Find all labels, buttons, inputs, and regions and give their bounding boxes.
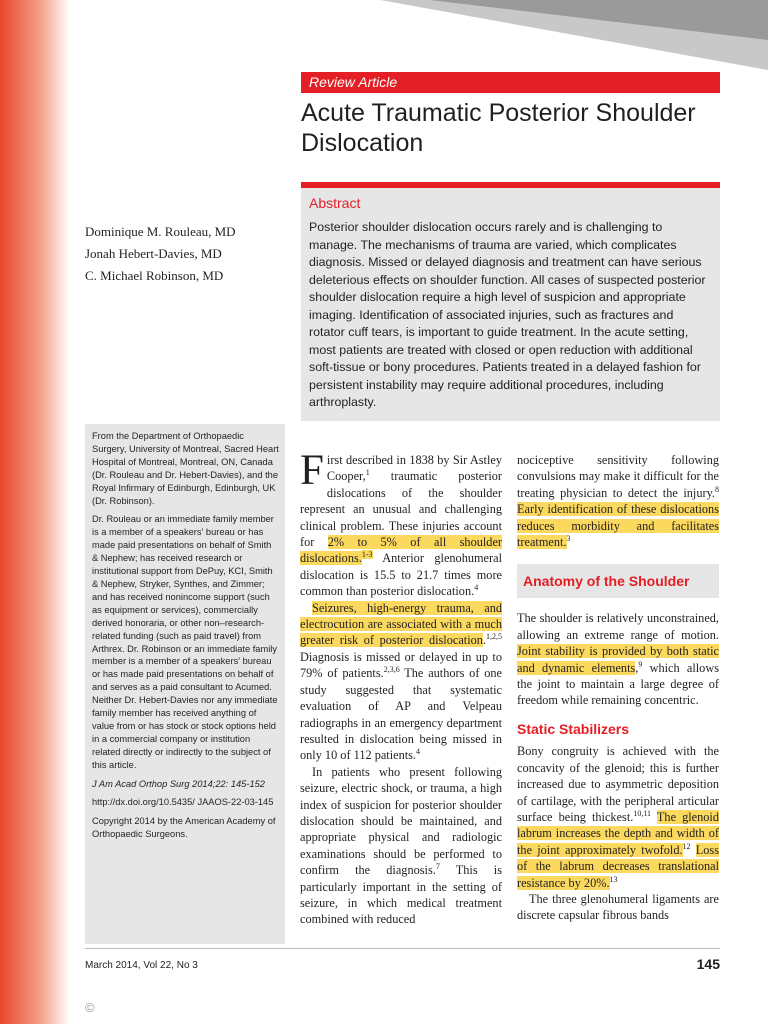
highlighted-text: Loss of the labrum decreases translational resistance by 20%. <box>517 842 719 890</box>
affiliation-sidebar <box>85 424 285 944</box>
citation-ref: 3 <box>566 533 571 543</box>
author-2: Jonah Hebert-Davies, MD <box>85 246 222 261</box>
text-run: nociceptive sensitivity following convulsions may make it difficult for the treating physician to detect the injury. <box>517 453 719 500</box>
static-paragraph <box>517 743 719 891</box>
affiliation-text: From the Department of Orthopaedic Surgery, University of Montreal, Sacred Heart Hospital of Montreal, Montreal, ON, Canada (Dr. Rouleau and Dr. Hebert-Davies), and the Royal Infirmary of Edinburgh, Edinburgh, UK (Dr. Robinson). <box>92 431 279 506</box>
text-run: This is particularly important in the setting of seizure, in which medical treatment combined with reduced <box>300 863 502 927</box>
citation-ref: 2,3,6 <box>383 665 400 675</box>
citation-ref: 1-3 <box>361 550 373 560</box>
citation-ref: 13 <box>609 874 618 884</box>
text-run: , <box>635 660 639 675</box>
page-number: 145 <box>696 956 720 972</box>
citation-ref: 10,11 <box>633 808 652 818</box>
abstract-box <box>301 188 720 421</box>
citation-ref: 8 <box>715 484 719 494</box>
body-column-1 <box>300 447 502 928</box>
citation-ref: 4 <box>416 747 421 757</box>
text-run: Diagnosis is missed or delayed in up to 79% of patients. <box>300 649 502 681</box>
page-fold-decoration <box>0 0 768 70</box>
citation-ref: 9 <box>638 659 643 669</box>
text-run: In patients who present following seizure, electric shock, or trauma, a high index of suspicion for posterior shoulder dislocation should be maintained, and appropriate physical and radiologic examinations should be performed to confirm the diagnosis. <box>300 764 502 878</box>
author-1: Dominique M. Rouleau, MD <box>85 224 236 239</box>
citation-ref: 4 <box>474 583 479 593</box>
doi-link[interactable]: http://dx.doi.org/10.5435/ JAAOS-22-03-145 <box>92 797 274 808</box>
text-run: irst described in 1838 by Sir Astley Cooper, <box>326 453 502 484</box>
text-run: Bony congruity is achieved with the concavity of the glenoid; this is further increased due to asymmetric deposition of cartilage, with the peripheral articular surface being thickest. <box>517 744 719 824</box>
anatomy-paragraph <box>517 610 719 708</box>
citation-ref: 1 <box>365 468 370 478</box>
drop-cap: F <box>300 447 324 494</box>
ligament-paragraph: The three glenohumeral ligaments are discrete capsular fibrous bands <box>517 891 719 923</box>
citation-ref: 1,2,5 <box>486 632 502 642</box>
author-3: C. Michael Robinson, MD <box>85 268 224 283</box>
text-run: The authors of one study suggested that systematic evaluation of AP and Velpeau radiographs in an emergency department resulted in dislocation being missed in only 10 of 112 patients. <box>300 666 502 763</box>
text-run: traumatic posterior dislocations of the shoulder represent an unusual and challenging clinical problem. These injuries account for <box>300 469 502 550</box>
author-list <box>85 221 295 287</box>
copyright-symbol: © <box>85 1000 95 1015</box>
footer-divider <box>85 948 720 949</box>
highlighted-text: Early identification of these dislocations reduces morbidity and facilitates treatment. <box>517 502 719 550</box>
citation-ref: 12 <box>682 841 691 851</box>
citation-ref: 7 <box>435 862 440 872</box>
issue-info: March 2014, Vol 22, No 3 <box>85 960 198 971</box>
abstract-heading: Abstract <box>309 195 361 211</box>
seizure-paragraph <box>300 764 502 928</box>
text-run: Anterior glenohumeral dislocation is 15.5 to 21.7 times more common than posterior dislocation. <box>300 551 502 599</box>
highlighted-text: Seizures, high-energy trauma, and electrocution are associated with a much greater risk of posterior dislocation <box>300 600 502 648</box>
left-decorative-band <box>0 0 70 1024</box>
highlighted-text: 2% to 5% of all shoulder dislocations. <box>300 535 502 566</box>
abstract-text: Posterior shoulder dislocation occurs rarely and is challenging to manage. The mechanisms of trauma are varied, which complicates diagnosis. Missed or delayed diagnosis and treatment can have serious deleterious effects on shoulder function. All cases of suspected posterior shoulder dislocation require a high level of suspicion and appropriate imaging. Identification of associated injuries, such as fractures and rotator cuff tears, is important to guide treatment. In the acute setting, most patients are treated with closed or open reduction with additional soft-tissue or bony procedures. Patients treated in a delayed fashion for persistent instability may require additional procedures, including arthroplasty. <box>309 220 706 409</box>
risk-paragraph <box>300 600 502 764</box>
highlighted-text: Joint stability is provided by both static and dynamic elements <box>517 644 719 675</box>
text-run: . <box>482 633 486 648</box>
highlighted-text: The glenoid labrum increases the depth and width of the joint approximately twofold. <box>517 809 719 857</box>
section-heading-anatomy: Anatomy of the Shoulder <box>517 564 719 598</box>
disclosure-text: Dr. Rouleau or an immediate family member is a member of a speakers' bureau or has made paid presentations on behalf of Smith & Nephew; has received research or institutional support from DePuy, KCI, Smith & Nephew, Stryker, Synthes, and Zimmer; and has received nonincome support (such as equipment or services), commercially derived honoraria, or other non–research-related funding (such as paid travel) from Arthrex. Dr. Robinson or an immediate family member is a member of a speakers' bureau or has made paid presentations on behalf of and serves as a paid consultant to Acumed. Neither Dr. Hebert-Davies nor any immediate family member has received anything of value from or has stock or stock options held in a commercial company or institution related directly or indirectly to the subject of this article. <box>92 514 278 770</box>
text-run: The shoulder is relatively unconstrained, allowing an extreme range of motion. <box>517 611 719 642</box>
continuation-paragraph <box>517 452 719 550</box>
copyright-text: Copyright 2014 by the American Academy of Orthopaedic Surgeons. <box>92 816 276 840</box>
text-run: which allows the joint to maintain a large degree of freedom while remaining concentric. <box>517 660 719 708</box>
article-type-label: Review Article <box>301 72 720 93</box>
body-column-2 <box>517 452 719 924</box>
section-heading-static-stabilizers: Static Stabilizers <box>517 720 630 737</box>
intro-paragraph <box>300 447 502 600</box>
article-title: Acute Traumatic Posterior Shoulder Dislocation <box>301 99 696 157</box>
citation-text: J Am Acad Orthop Surg 2014;22: 145-152 <box>92 778 265 789</box>
